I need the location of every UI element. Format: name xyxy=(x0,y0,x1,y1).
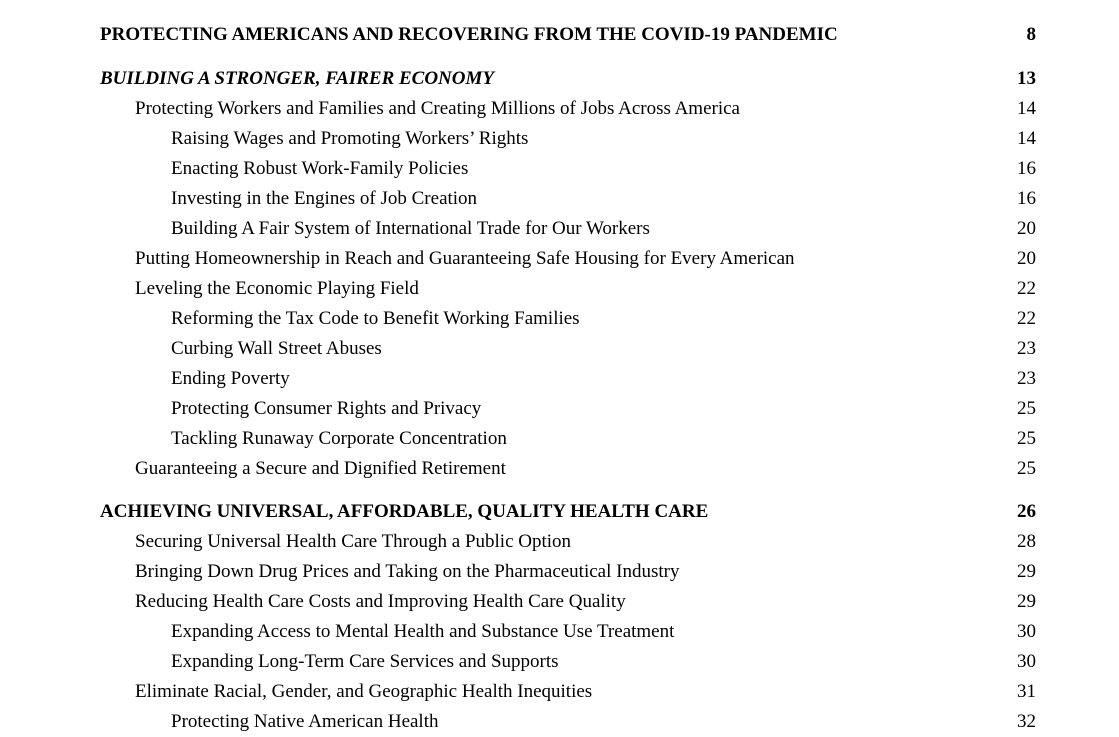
toc-entry-title: Putting Homeownership in Reach and Guaranteeing Safe Housing for Every American xyxy=(135,248,795,269)
toc-subsection-entry[interactable] xyxy=(0,454,1119,484)
toc-entry-title: Leveling the Economic Playing Field xyxy=(135,278,419,299)
toc-entry-title: Reducing Health Care Costs and Improving Health Care Quality xyxy=(135,591,626,612)
toc-entry-title: Ending Poverty xyxy=(171,368,290,389)
toc-entry-title: Bringing Down Drug Prices and Taking on the Pharmaceutical Industry xyxy=(135,561,680,582)
toc-entry-page: 16 xyxy=(1017,158,1036,179)
toc-entry-title: Curbing Wall Street Abuses xyxy=(171,338,382,359)
toc-entry-page: 30 xyxy=(1017,651,1036,672)
toc-entry-page: 32 xyxy=(1017,711,1036,732)
toc-entry-page: 30 xyxy=(1017,621,1036,642)
toc-entry-page: 8 xyxy=(1026,24,1036,45)
toc-subsubsection-entry[interactable] xyxy=(0,424,1119,454)
toc-subsubsection-entry[interactable] xyxy=(0,647,1119,677)
toc-entry-page: 29 xyxy=(1017,591,1036,612)
toc-entry-page: 25 xyxy=(1017,428,1036,449)
toc-subsection-entry[interactable] xyxy=(0,274,1119,304)
toc-entry-page: 14 xyxy=(1017,128,1036,149)
toc-entry-title: Securing Universal Health Care Through a Public Option xyxy=(135,531,572,552)
toc-entry-title: Eliminate Racial, Gender, and Geographic Health Inequities xyxy=(135,681,593,702)
toc-entry-title: BUILDING A STRONGER, FAIRER ECONOMY xyxy=(100,68,494,89)
toc-subsubsection-entry[interactable] xyxy=(0,707,1119,737)
toc-entry-title: Expanding Access to Mental Health and Substance Use Treatment xyxy=(171,621,675,642)
toc-subsubsection-entry[interactable] xyxy=(0,334,1119,364)
toc-subsubsection-entry[interactable] xyxy=(0,214,1119,244)
toc-entry-page: 26 xyxy=(1017,501,1036,522)
toc-subsection-entry[interactable] xyxy=(0,557,1119,587)
toc-subsubsection-entry[interactable] xyxy=(0,394,1119,424)
toc-section-entry[interactable] xyxy=(0,20,1119,50)
toc-entry-title: Raising Wages and Promoting Workers’ Rights xyxy=(171,128,529,149)
toc-entry-page: 20 xyxy=(1017,248,1036,269)
toc-entry-page: 13 xyxy=(1017,68,1036,89)
toc-subsection-entry[interactable] xyxy=(0,244,1119,274)
toc-entry-page: 25 xyxy=(1017,458,1036,479)
toc-entry-page: 16 xyxy=(1017,188,1036,209)
toc-subsubsection-entry[interactable] xyxy=(0,364,1119,394)
toc-entry-title: Guaranteeing a Secure and Dignified Retirement xyxy=(135,458,506,479)
toc-entry-title: ACHIEVING UNIVERSAL, AFFORDABLE, QUALITY HEALTH CARE xyxy=(100,501,709,522)
toc-entry-page: 22 xyxy=(1017,308,1036,329)
toc-subsection-entry[interactable] xyxy=(0,94,1119,124)
toc-entry-page: 22 xyxy=(1017,278,1036,299)
toc-subsection-entry[interactable] xyxy=(0,587,1119,617)
toc-entry-title: Building A Fair System of International Trade for Our Workers xyxy=(171,218,650,239)
toc-entry-page: 25 xyxy=(1017,398,1036,419)
toc-entry-title: Reforming the Tax Code to Benefit Working Families xyxy=(171,308,580,329)
toc-subsubsection-entry[interactable] xyxy=(0,304,1119,334)
toc-entry-page: 23 xyxy=(1017,368,1036,389)
toc-entry-page: 28 xyxy=(1017,531,1036,552)
toc-entry-page: 31 xyxy=(1017,681,1036,702)
toc-entry-title: PROTECTING AMERICANS AND RECOVERING FROM THE COVID-19 PANDEMIC xyxy=(100,24,838,45)
toc-section-entry[interactable] xyxy=(0,64,1119,94)
toc-subsubsection-entry[interactable] xyxy=(0,124,1119,154)
toc-entry-title: Expanding Long-Term Care Services and Supports xyxy=(171,651,559,672)
toc-subsubsection-entry[interactable] xyxy=(0,184,1119,214)
toc-entry-page: 14 xyxy=(1017,98,1036,119)
toc-subsection-entry[interactable] xyxy=(0,677,1119,707)
toc-subsubsection-entry[interactable] xyxy=(0,617,1119,647)
toc-entry-title: Investing in the Engines of Job Creation xyxy=(171,188,478,209)
toc-subsection-entry[interactable] xyxy=(0,527,1119,557)
toc-entry-title: Protecting Consumer Rights and Privacy xyxy=(171,398,482,419)
toc-subsubsection-entry[interactable] xyxy=(0,154,1119,184)
toc-entry-title: Protecting Native American Health xyxy=(171,711,439,732)
toc-entry-title: Protecting Workers and Families and Creating Millions of Jobs Across America xyxy=(135,98,740,119)
toc-entry-page: 23 xyxy=(1017,338,1036,359)
toc-entry-title: Enacting Robust Work-Family Policies xyxy=(171,158,469,179)
toc-entry-title: Tackling Runaway Corporate Concentration xyxy=(171,428,507,449)
toc-entry-page: 20 xyxy=(1017,218,1036,239)
toc-entry-page: 29 xyxy=(1017,561,1036,582)
toc-section-entry[interactable] xyxy=(0,497,1119,527)
